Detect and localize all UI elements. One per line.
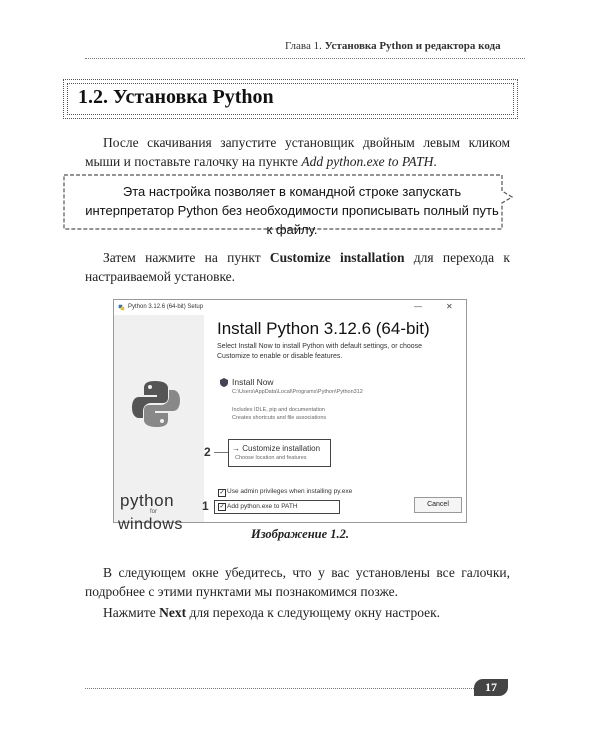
shield-icon <box>220 378 228 387</box>
install-includes <box>232 406 326 422</box>
installer-titlebar <box>114 300 466 315</box>
python-small-icon <box>118 304 125 311</box>
admin-checkbox-label: Use admin privileges when installing py.exe <box>227 488 353 495</box>
chapter-prefix: Глава 1. <box>285 40 322 52</box>
installer-screenshot <box>113 299 467 533</box>
marker-2-line <box>214 452 228 453</box>
running-header <box>285 40 501 52</box>
note-box <box>60 173 514 237</box>
paragraph-4-end: для перехода к следующему окну настроек. <box>186 605 441 620</box>
header-divider <box>85 58 525 59</box>
install-now-button[interactable]: Install Now <box>232 377 274 387</box>
installer-heading: Install Python 3.12.6 (64-bit) <box>217 319 430 338</box>
paragraph-3: В следующем окне убедитесь, что у вас установлены все галочки, подробнее с этими пунктами мы познакомимся позже. <box>85 565 510 599</box>
paragraph-4-strong: Next <box>159 605 187 620</box>
close-icon[interactable]: ✕ <box>446 302 453 311</box>
paragraph-2-text: Затем нажмите на пункт <box>103 250 270 265</box>
paragraph-1-end: . <box>433 154 437 169</box>
marker-1: 1 <box>202 499 209 513</box>
paragraph-2-end: для перехода к настраиваемой установке. <box>85 250 510 284</box>
paragraph-2 <box>85 248 510 286</box>
customize-subtitle: Choose location and features <box>235 455 307 461</box>
paragraph-1-emphasis: Add python.exe to PATH <box>301 154 434 169</box>
paragraph-2-strong: Customize installation <box>269 250 405 265</box>
paragraph-4 <box>85 603 510 622</box>
section-title: 1.2. Установка Python <box>78 86 274 108</box>
paragraph-1-text: После скачивания запустите установщик двойным левым кликом мыши и поставьте галочку на пункте <box>85 135 510 169</box>
marker-2: 2 <box>204 445 211 459</box>
paragraph-4-text: Нажмите <box>103 605 160 620</box>
install-path: C:\Users\AppData\Local\Programs\Python\Python312 <box>232 389 363 395</box>
installer-subtitle: Select Install Now to install Python with default settings, or choose Customize to enable or disable features. <box>217 343 423 360</box>
python-logo-icon <box>130 378 182 430</box>
paragraph-1 <box>85 133 510 171</box>
page-number: 17 <box>474 679 508 696</box>
admin-checkbox[interactable]: ✓ <box>219 490 225 496</box>
minimize-icon[interactable]: — <box>414 302 422 311</box>
note-text: Эта настройка позволяет в командной строке запускать интерпретатор Python без необходимости прописывать полный путь к файлу. <box>85 184 499 237</box>
brand-windows: windows <box>118 516 183 533</box>
path-checkbox[interactable]: ✓ <box>219 504 225 510</box>
brand-python: python <box>120 491 175 510</box>
includes-line-1: Includes IDLE, pip and documentation <box>232 407 325 413</box>
installer-sidebar <box>114 315 204 533</box>
includes-line-2: Creates shortcuts and file associations <box>232 415 327 421</box>
figure-caption: Изображение 1.2. <box>250 527 350 541</box>
brand-for: for <box>150 509 158 515</box>
installer-window-title: Python 3.12.6 (64-bit) Setup <box>128 304 204 310</box>
cancel-button[interactable]: Cancel <box>414 497 462 513</box>
customize-installation-button[interactable]: → Customize installation <box>232 444 321 453</box>
chapter-title: Установка Python и редактора кода <box>324 40 501 52</box>
footer-divider <box>85 688 474 689</box>
path-checkbox-label: Add python.exe to PATH <box>227 503 298 510</box>
